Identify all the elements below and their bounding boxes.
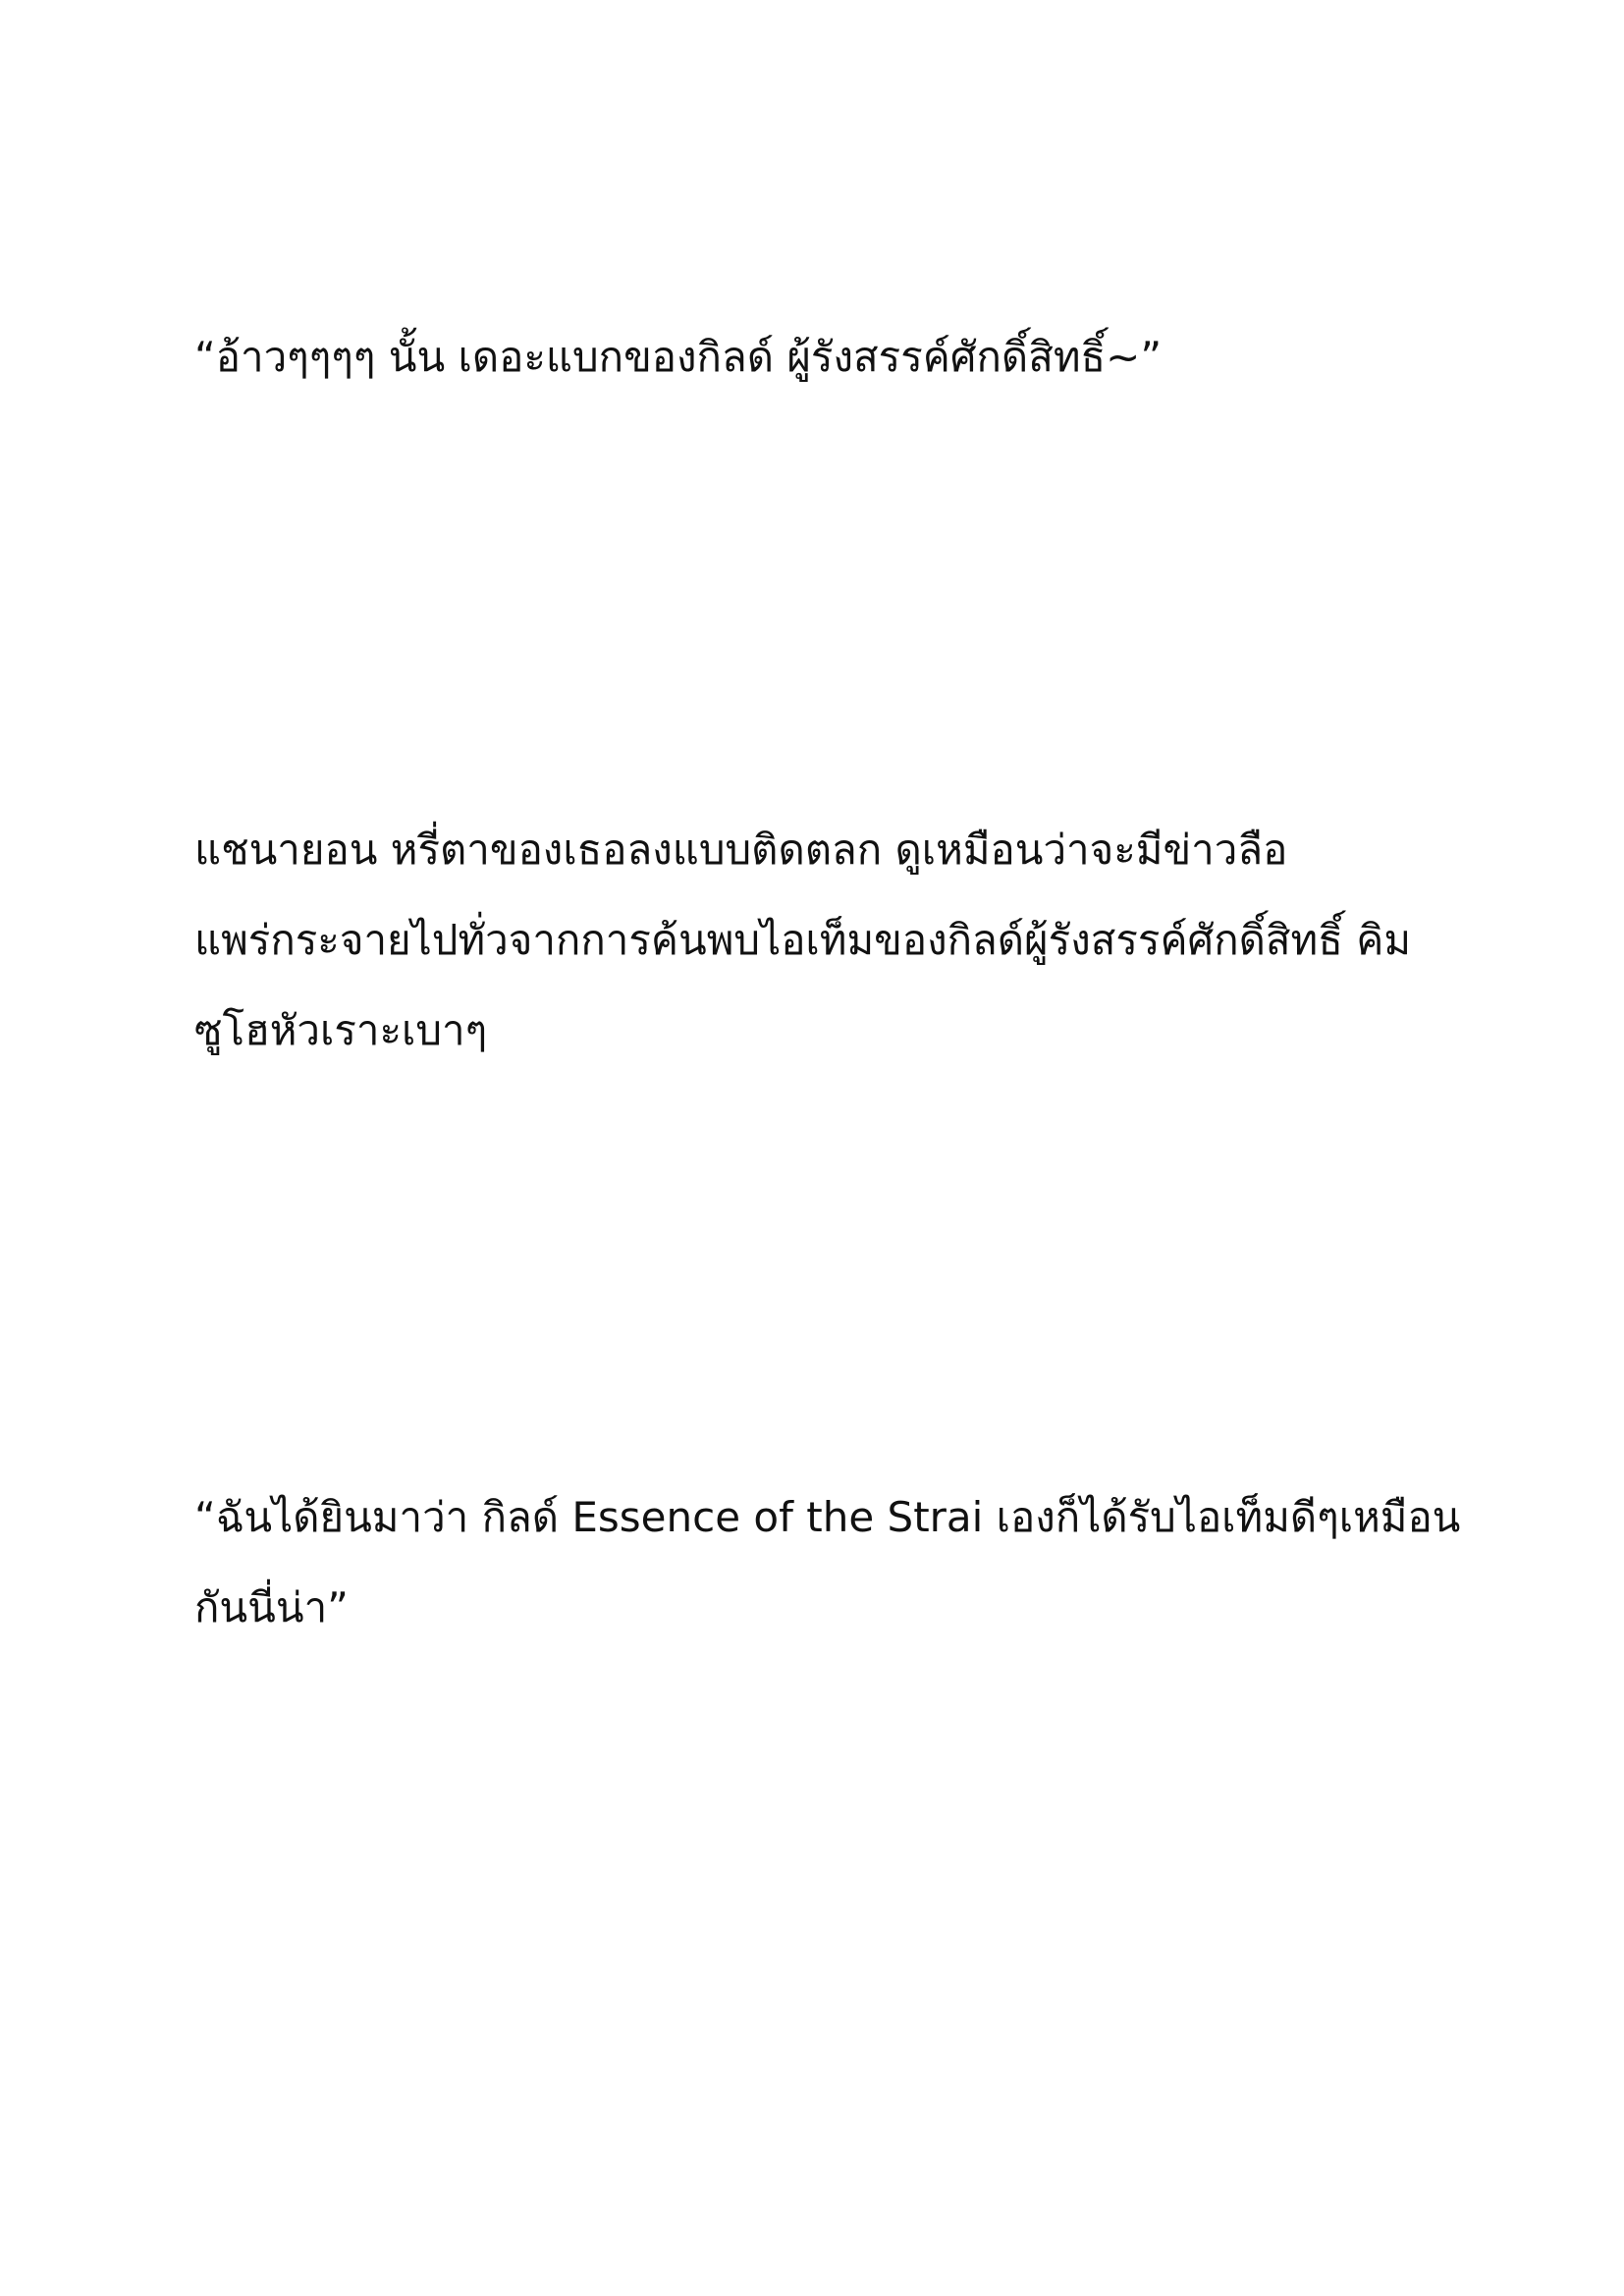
paragraph-narration (194, 805, 1461, 1076)
text-line: “ฉันได้ยินมาว่า กิลด์ Essence of the Strai เองก็ได้รับไอเท็มดีๆเหมือน (194, 1493, 1461, 1541)
text-line: “อ้าวๆๆๆๆ นั้น เดอะแบกของกิลด์ ผู้รังสรรค์ศักดิ์สิทธิ์~” (194, 333, 1163, 381)
text-line: ซูโฮหัวเราะเบาๆ (194, 1006, 488, 1054)
paragraph-dialogue-1 (194, 312, 1461, 402)
text-line: แชนายอน หรี่ตาของเธอลงแบบติดตลก ดูเหมือนว่าจะมีข่าวลือ (194, 826, 1288, 874)
text-line: กันนี่น่า” (194, 1583, 349, 1631)
paragraph-dialogue-2 (194, 1472, 1461, 1653)
text-line: แพร่กระจายไปทั่วจากการค้นพบไอเท็มของกิลด์ผู้รังสรรค์ศักดิ์สิทธิ์ คิม (194, 916, 1411, 964)
